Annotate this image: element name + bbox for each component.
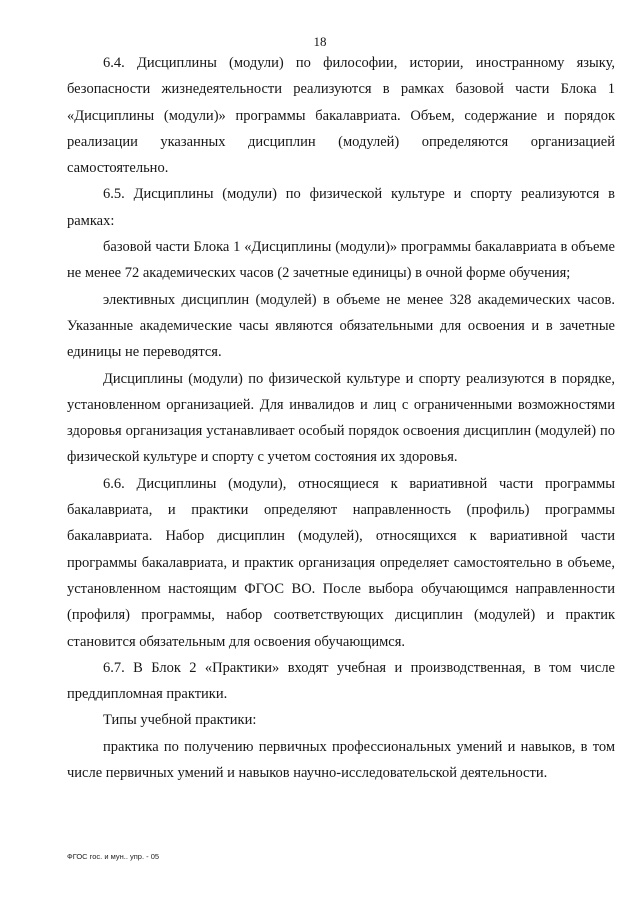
page-number: 18 [313, 34, 327, 49]
paragraph-6-7: 6.7. В Блок 2 «Практики» входят учебная и производственная, в том числе преддипломная практики. [67, 659, 615, 703]
paragraph-elective: элективных дисциплин (модулей) в объеме не менее 328 академических часов. Указанные академические часы являются обязательными для освоения и в зачетные единицы не переводятся. [67, 291, 615, 361]
paragraph-pe-order: Дисциплины (модули) по физической культуре и спорту реализуются в порядке, установленном организацией. Для инвалидов и лиц с ограниченными возможностями здоровья организация устанавливает особый порядок освоения дисциплин (модулей) по физической культуре и спорту с учетом состояния их здоровья. [67, 370, 615, 466]
paragraph-6-4: 6.4. Дисциплины (модули) по философии, истории, иностранному языку, безопасности жизнедеятельности реализуются в рамках базовой части Блока 1 «Дисциплины (модули)» программы бакалавриата. Объем, содержание и порядок реализации указанных дисциплин (модулей) определяются организацией самостоятельно. [67, 55, 615, 177]
paragraph-6-5: 6.5. Дисциплины (модули) по физической культуре и спорту реализуются в рамках: [67, 186, 615, 229]
paragraph-6-6: 6.6. Дисциплины (модули), относящиеся к вариативной части программы бакалавриата, и практики определяют направленность (профиль) программы бакалавриата. Набор дисциплин (модулей), относящихся к вариативной части программы бакалавриата, и практик организация определяет самостоятельно в объеме, установленном настоящим ФГОС ВО. После выбора обучающимся направленности (профиля) программы, набор соответствующих дисциплин (модулей) и практик становится обязательным для освоения обучающимся. [67, 475, 615, 650]
footer-note: ФГОС гос. и мун.. упр. - 05 [67, 852, 160, 861]
paragraph-basic-part: базовой части Блока 1 «Дисциплины (модули)» программы бакалавриата в объеме не менее 72 академических часов (2 зачетные единицы) в очной форме обучения; [67, 239, 615, 282]
body-text [67, 50, 615, 786]
paragraph-practice-types: Типы учебной практики: [103, 712, 257, 729]
paragraph-practice-primary: практика по получению первичных профессиональных умений и навыков, в том числе первичных умений и навыков научно-исследовательской деятельности. [67, 738, 615, 782]
